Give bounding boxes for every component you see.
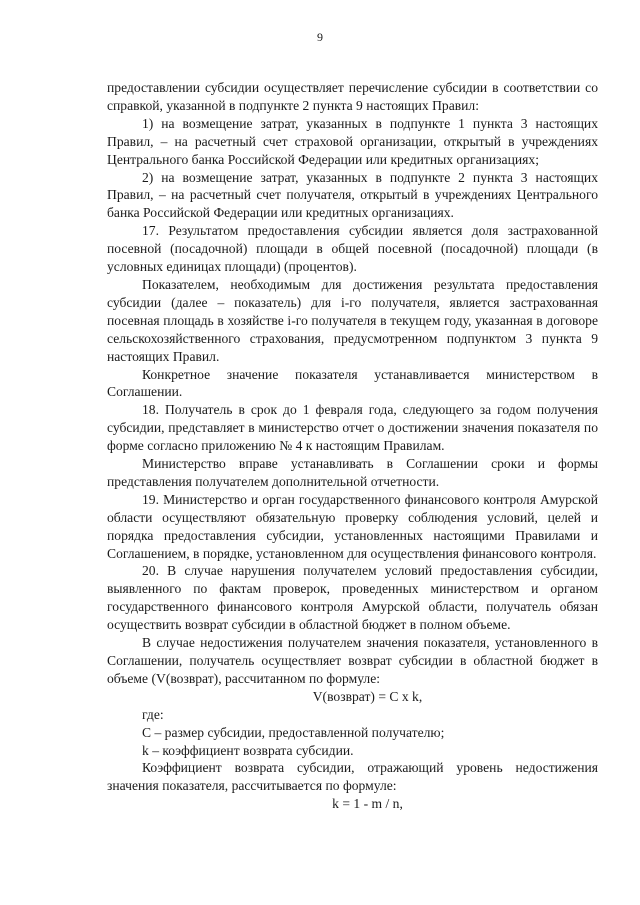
- formula-coefficient: k = 1 - m / n,: [332, 796, 403, 812]
- definition-c: С – размер субсидии, предоставленной получателю;: [142, 724, 445, 740]
- paragraph-coefficient: Коэффициент возврата субсидии, отражающий уровень недостижения значения показателя, рассчитывается по формуле:: [107, 760, 598, 794]
- paragraph-item-2: 2) на возмещение затрат, указанных в подпункте 2 пункта 3 настоящих Правил, – на расчетный счет получателя, открытый в учреждениях Центрального банка Российской Федерации или кредитных организациях.: [107, 169, 598, 221]
- document-body: [107, 79, 598, 813]
- paragraph: предоставлении субсидии осуществляет перечисление субсидии в соответствии со справкой, указанной в подпункте 2 пункта 9 настоящих Правил:: [107, 80, 598, 113]
- paragraph-section-18: 18. Получатель в срок до 1 февраля года, следующего за годом получения субсидии, представляет в министерство отчет о достижении значения показателя по форме согласно приложению № 4 к настоящим Правилам.: [107, 402, 598, 454]
- paragraph-section-19: 19. Министерство и орган государственного финансового контроля Амурской области осуществляют обязательную проверку соблюдения условий, целей и порядка предоставления субсидии, установленных настоящими Правилами и Соглашением, в порядке, установленном для осуществления финансового контроля.: [107, 491, 598, 561]
- paragraph-indicator-value: Конкретное значение показателя устанавливается министерством в Соглашении.: [107, 366, 598, 400]
- paragraph-item-1: 1) на возмещение затрат, указанных в подпункте 1 пункта 3 настоящих Правил, – на расчетный счет страховой организации, открытый в учреждениях Центрального банка Российской Федерации или кредитных организациях;: [107, 115, 598, 167]
- paragraph-reporting: Министерство вправе устанавливать в Соглашении сроки и формы представления получателем дополнительной отчетности.: [107, 456, 598, 489]
- formula-return-volume: V(возврат) = C x k,: [312, 688, 423, 704]
- where-label: где:: [142, 706, 164, 722]
- paragraph-return: В случае недостижения получателем значения показателя, установленного в Соглашении, получатель осуществляет возврат субсидии в областной бюджет в объеме (V(возврат), рассчитанном по формуле:: [107, 635, 598, 686]
- paragraph-section-17: 17. Результатом предоставления субсидии является доля застрахованной посевной (посадочной) площади в общей посевной (посадочной) площади (в условных единицах площади) (процентов).: [107, 223, 598, 275]
- definition-k: k – коэффициент возврата субсидии.: [142, 742, 354, 758]
- page-number: 9: [317, 30, 323, 44]
- paragraph-indicator: Показателем, необходимым для достижения результата предоставления субсидии (далее – показатель) для i-го получателя, является застрахованная посевная площадь в хозяйстве i-го получателя в текущем году, указанная в договоре сельскохозяйственного страхования, предусмотренном подпунктом 3 пункта 9 настоящих Правил.: [107, 276, 598, 364]
- paragraph-section-20: 20. В случае нарушения получателем условий предоставления субсидии, выявленного по фактам проверок, проведенных министерством и органом государственного финансового контроля Амурской области, получатель обязан осуществить возврат субсидии в областной бюджет в полном объеме.: [107, 563, 598, 633]
